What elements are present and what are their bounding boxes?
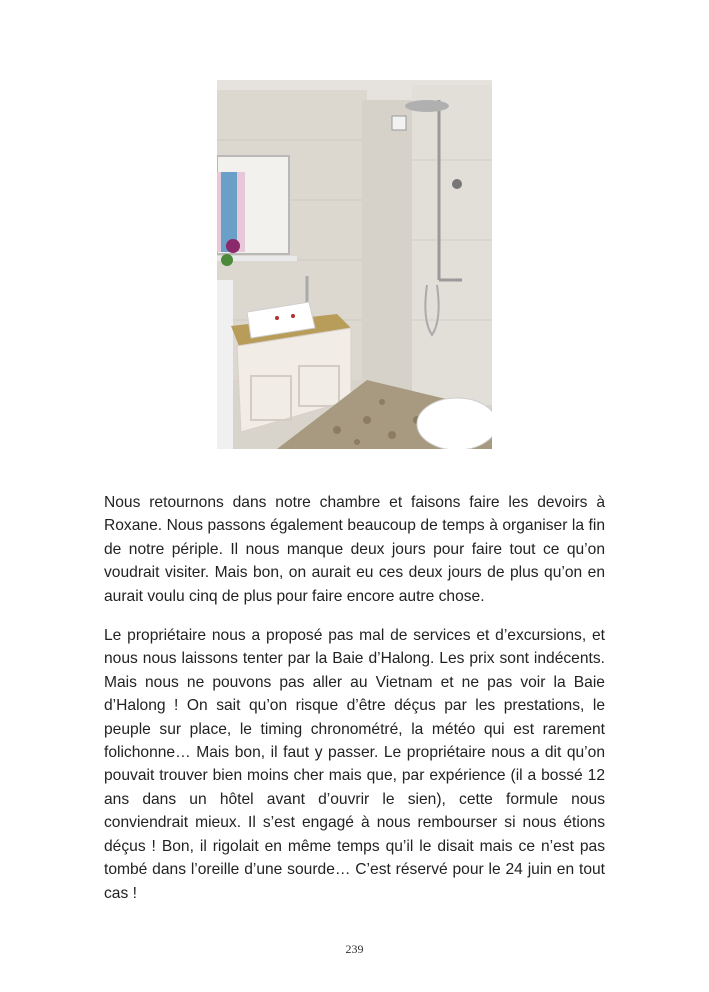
- body-text: [104, 491, 605, 921]
- bathroom-photo: [217, 80, 492, 449]
- page-number: 239: [345, 942, 364, 956]
- paragraph: Le propriétaire nous a proposé pas mal de services et d’excursions, et nous nous laissons tenter par la Baie d’Halong. Les prix sont indécents. Mais nous ne pouvons pas aller au Vietnam et ne pas voir la Baie d’Halong ! On sait qu’on risque d’être déçus par les prestations, le peuple sur place, le timing chronométré, la météo qui est rarement folichonne… Mais bon, il faut y passer. Le propriétaire nous a dit qu’on pouvait trouver bien moins cher mais que, par expérience (il a bossé 12 ans dans un hôtel avant d’ouvrir le sien), cette formule nous conviendrait mieux. Il s’est engagé à nous rembourser si nous étions déçus ! Bon, il rigolait en même temps qu’il le disait mais ce n’est pas tombé dans l’oreille d’une sourde… C’est réservé pour le 24 juin en tout cas !: [104, 627, 605, 902]
- paragraph: Nous retournons dans notre chambre et faisons faire les devoirs à Roxane. Nous passons également beaucoup de temps à organiser la fin de notre périple. Il nous manque deux jours pour faire tout ce qu’on voudrait visiter. Mais bon, on aurait eu ces deux jours de plus qu’on en aurait voulu cinq de plus pour faire encore autre chose.: [104, 494, 605, 605]
